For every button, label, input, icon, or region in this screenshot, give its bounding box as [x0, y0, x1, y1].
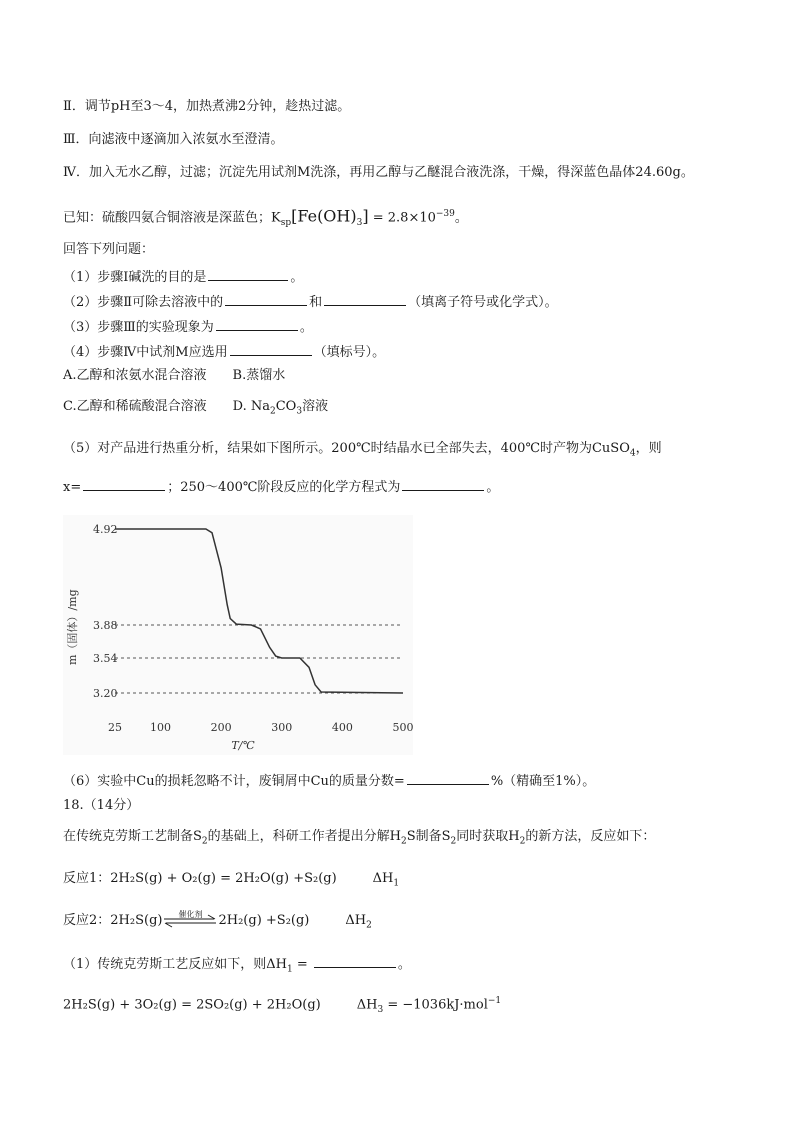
answer-blank-5a[interactable] [83, 476, 165, 491]
answer-blank-4[interactable] [230, 341, 312, 356]
step-4: Ⅳ．加入无水乙醇，过滤；沉淀先用试剂M洗涤，再用乙醇与乙醚混合液洗涤，干燥，得深蓝色晶体24.60g。 [63, 165, 694, 180]
x-tick-0: 25 [108, 721, 122, 734]
step-3: Ⅲ．向滤液中逐滴加入浓氨水至澄清。 [63, 132, 284, 147]
x-tick-1: 100 [149, 721, 171, 734]
question-3: （3）步骤Ⅲ的实验现象为 。 [63, 316, 313, 337]
reaction-1: 反应1：2H₂S(g) + O₂(g) = 2H₂O(g) +S₂(g) $\Delta H_1$ [63, 871, 400, 889]
question-6: （6）实验中Cu的损耗忽略不计，废铜屑中Cu的质量分数= %（精确至1%）。 [63, 770, 595, 791]
dashed-guide-lines [115, 625, 403, 693]
question-4: （4）步骤Ⅳ中试剂M应选用 （填标号）。 [63, 341, 385, 362]
sub-question-1: （1）传统克劳斯工艺反应如下，则$\Delta H_1$ = 。 [63, 953, 411, 979]
options-cd [63, 398, 328, 421]
answer-blank-5b[interactable] [402, 476, 484, 491]
chart-svg [63, 515, 413, 755]
question-2: （2）步骤Ⅱ可除去溶液中的 和 （填离子符号或化学式）。 [63, 291, 558, 312]
y-tick-0: 4.92 [93, 523, 118, 536]
x-axis-label: T/℃ [231, 739, 255, 752]
answer-blank-2a[interactable] [225, 291, 307, 306]
answer-blank-3[interactable] [216, 316, 298, 331]
option-c: C.乙醇和稀硫酸混合溶液 [63, 399, 207, 414]
answer-blank-18-1[interactable] [314, 953, 396, 968]
x-tick-3: 300 [271, 721, 293, 734]
y-tick-labels [93, 523, 118, 700]
reversible-arrow: 催化剂 [162, 914, 218, 928]
y-tick-3: 3.20 [93, 687, 118, 700]
thermogravimetric-chart [63, 515, 413, 755]
x-tick-5: 500 [392, 721, 413, 734]
question-1: （1）步骤Ⅰ碱洗的目的是 。 [63, 266, 303, 287]
reaction-3: 2H₂S(g) + 3O₂(g) = 2SO₂(g) + 2H₂O(g) $\Delta H_3 = -1036kJ\cdot mol^{-1}$ [63, 996, 502, 1015]
answer-blank-1[interactable] [208, 266, 288, 281]
mass-curve [115, 529, 403, 693]
y-axis-label: m（固体）/mg [66, 589, 79, 665]
option-a: A.乙醇和浓氨水混合溶液 [63, 368, 207, 383]
question-5-blanks: x= ；250～400℃阶段反应的化学方程式为 。 [63, 476, 499, 497]
q18-intro: 在传统克劳斯工艺制备$S_2$的基础上，科研工作者提出分解$H_2S$制备$S_2$同时获取$H_2$的新方法，反应如下： [63, 829, 656, 847]
answer-blank-2b[interactable] [324, 291, 406, 306]
reaction-2: 反应2：2H₂S(g) 催化剂 2H₂(g) +S₂(g) $\Delta H_2$ [63, 909, 372, 931]
question-18-title: 18.（14分） [63, 798, 140, 813]
y-tick-2: 3.54 [93, 652, 118, 665]
question-5: （5）对产品进行热重分析，结果如下图所示。200℃时结晶水已全部失去，400℃时产物为CuSO$_4$，则 [63, 441, 662, 459]
step-2: Ⅱ．调节pH至3～4，加热煮沸2分钟，趁热过滤。 [63, 99, 351, 114]
x-tick-labels [108, 721, 413, 734]
answer-header: 回答下列问题： [63, 242, 155, 257]
answer-blank-6[interactable] [407, 770, 489, 785]
x-tick-4: 400 [331, 721, 353, 734]
option-d: D. $Na_2CO_3$溶液 [232, 399, 329, 417]
x-tick-2: 200 [210, 721, 232, 734]
y-tick-1: 3.88 [93, 619, 118, 632]
option-b: B.蒸馏水 [232, 368, 286, 383]
known-info: 已知：硫酸四氨合铜溶液是深蓝色；$K_{sp}[Fe(OH)_3] = 2.8\times 10^{-39}$。 [63, 206, 468, 228]
options-ab [63, 367, 285, 385]
